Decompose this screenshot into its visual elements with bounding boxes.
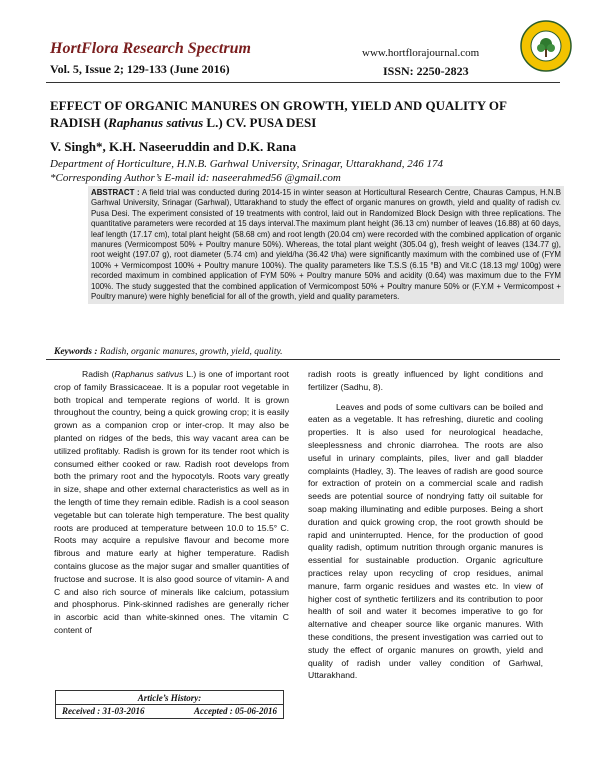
affiliation: Department of Horticulture, H.N.B. Garhwal University, Srinagar, Uttarakhand, 246 174 *Corresponding Author’s E-mail id: naseerahmed56 @gmail.com [50,158,443,184]
volume-info: Vol. 5, Issue 2; 129-133 (June 2016) [50,62,230,76]
body-column-right [308,368,543,682]
abstract-label: ABSTRACT : [91,188,140,197]
journal-name: HortFlora Research Spectrum [50,40,251,57]
right-paragraph-1: radish roots is greatly influenced by light conditions and fertilizer (Sadhu, 8). [308,369,543,392]
abstract [88,186,564,304]
keywords: Keywords : Radish, organic manures, growth, yield, quality. [54,347,283,357]
received-date: Received : 31-03-2016 [62,706,145,716]
article-title: EFFECT OF ORGANIC MANURES ON GROWTH, YIELD AND QUALITY OF RADISH (Raphanus sativus L.) CV. PUSA DESI [50,98,507,130]
journal-url[interactable]: www.hortflorajournal.com [362,47,480,59]
accepted-date: Accepted : 05-06-2016 [194,706,277,716]
history-heading: Article’s History: [56,691,283,705]
issn: ISSN: 2250-2823 [383,64,469,78]
authors: V. Singh*, K.H. Naseeruddin and D.K. Rana [50,139,297,154]
corresponding-email: *Corresponding Author’s E-mail id: naseerahmed56 @gmail.com [50,172,341,184]
body-column-left [54,368,289,637]
intro-paragraph: Radish (Raphanus sativus L.) is one of important root crop of family Brassicaceae. It is a popular root vegetable in both tropical and temperate regions of world. It is grown throughout the country, being a quick growing crop; it is easily grown as a companion crop or inter-crop. It may also be planted on ridges of the beds, this way vacant area can be utilized profitably. Radish is grown for its tender root which is consumed either cooked or raw. Radish root develops from both the primary root and the hypocotyls. Roots vary greatly in size, shape and other external characteristics as well as in the length of time they remain edible. Radish is a cool season vegetable but can tolerate high temperature. The best quality roots are produced at temperature between 10.0 to 15.5° C. Roots may acquire a repulsive flavour and become more fibrous and mature early at higher temperature. Radish contains glucose as the major sugar and smaller quantities of fructose and sucrose. It is also good source of vitamin- A and C and also rich source of minerals like calcium, potassium and phosphorus. Pink-skinned radishes are generally richer in ascorbic acid than white-skinned ones. The vitamin C content of [54,369,289,635]
keywords-rule [46,359,560,360]
abstract-text: A field trial was conducted during 2014-15 in winter season at Horticultural Research Centre, Chauras Campus, H.N.B Garhwal University, Srinagar (Garhwal), Uttarakhand to study the effect of organic manures on growth, yield and quality of radish cv. Pusa Desi. The experiment consisted of 19 treatments with control, laid out in Randomized Block Design with three replications. The quantitative parameters were recorded at 15 days interval.The maximum plant height (36.13 cm) number of leaves (16.88) at 60 days, leaf length (17.17 cm), total plant height (58.68 cm) and root length (20.04 cm) were recorded with the combined application of organic manures (Vermicompost 50% + Poultry manure 50%). Whereas, the total plant weight (305.04 g), fresh weight of leaves (134.77 g), root weight (197.07 g), root diameter (5.74 cm) and yield/ha (36.42 t/ha) were significantly maximum with the combined use of (FYM 100% + Vermicompost 100% + Poultry manure 100%). The quality parameters like T.S.S (6.15 °B) and Vit.C (18.13 mg/ 100g) were recorded maximum in combined application of FYM 50% + Poultry manure 50% and acidity (0.64) was maximum due to the FYM 100%. The study suggested that the combined application of Vermicompost 50% + Poultry manure 50% or (F.Y.M + Vermicompost + Poultry manure) were highly beneficial for all of the growth, yield and quality parameters. [91,188,561,302]
article-history-box [55,690,284,719]
header-rule [46,82,560,83]
journal-logo [520,20,572,72]
right-paragraph-2: Leaves and pods of some cultivars can be boiled and eaten as a vegetable. It has refreshing, diuretic and cooling properties. It is also used for neurological headache, sleeplessness and chronic diarrohea. The roots are also useful in urinary complaints, piles, liver and gall bladder complaints (Hadley, 3). The leaves of radish are good source for extraction of protein on a commercial scale and radish seeds are potential source of nondrying fatty oil suitable for soap making illuminating and edible purposes. Being a short duration and quick growing crop, the root growth should be rapid and uninterrupted. Hence, for the production of good quality radish, optimum nutrition through organic manures is essential for sustainable production. Organic agriculture practices relay upon recycling of crop residues, animal manure, farm organic residues and wastes etc. In view of higher cost of synthetic fertilizers and its contribution to poor health of soil and water it becomes imperative to go for alternative and cheaper source like organic manures. With these conditions, the present investigation was carried out to study the effect of organic manures on growth, yield and quality of radish under valley condition of Garhwal, Uttarakhand. [308,401,543,681]
